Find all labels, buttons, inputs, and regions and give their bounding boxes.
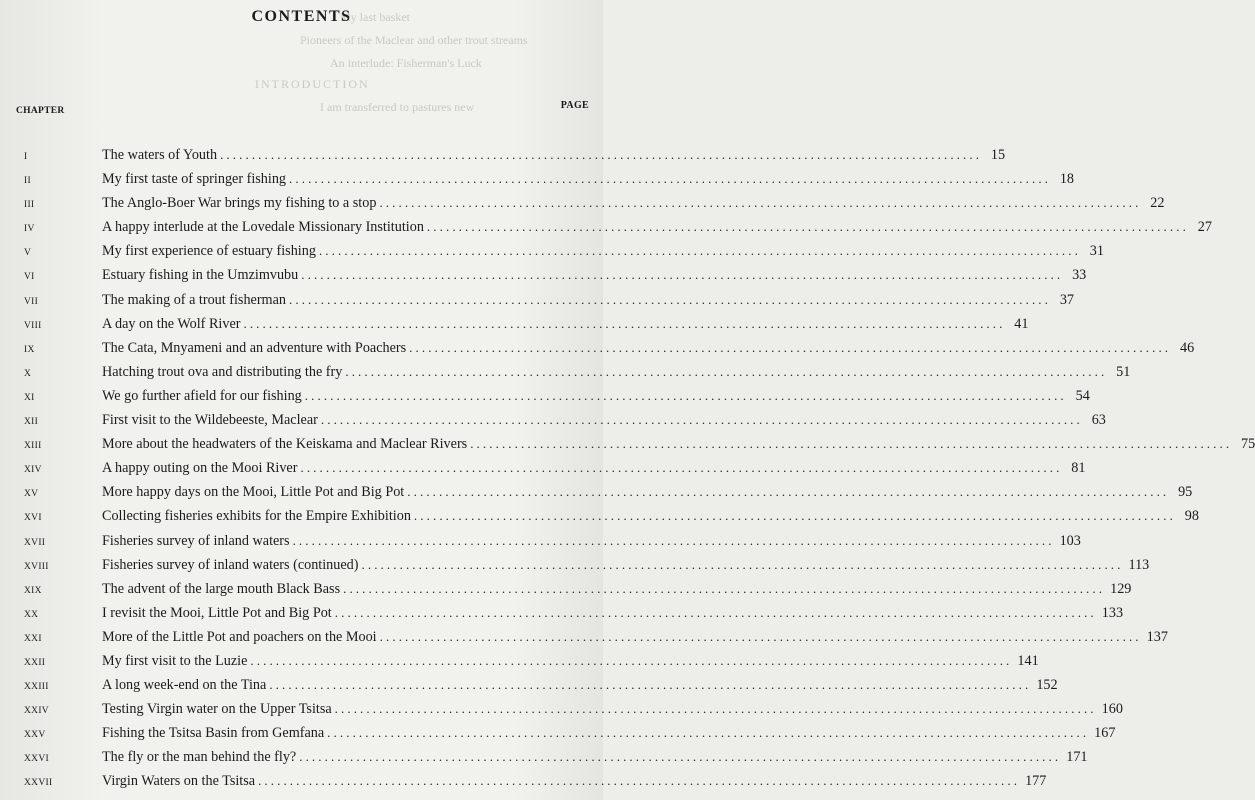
dot-leader: ........................................................................................................................ <box>258 773 1021 789</box>
chapter-title: The waters of Youth <box>102 147 218 163</box>
page-number: 54 <box>1075 387 1090 404</box>
toc-entry <box>0 315 1029 340</box>
chapter-title: Testing Virgin water on the Upper Tsitsa <box>102 701 332 718</box>
chapter-number: XVIII <box>24 561 49 572</box>
chapter-number: XXIII <box>24 682 49 693</box>
toc-line <box>102 436 1255 453</box>
dot-leader: ........................................................................................................................ <box>250 652 1013 668</box>
chapter-number: XI <box>24 392 35 403</box>
page-number: 51 <box>1116 363 1131 380</box>
chapter-number: XIII <box>24 441 42 452</box>
toc-entry <box>0 412 1106 436</box>
chapter-number: XXI <box>24 633 42 644</box>
toc-entry <box>0 532 1081 557</box>
page-column-header: PAGE <box>560 100 589 111</box>
page-number: 46 <box>1179 339 1195 356</box>
chapter-title: We go further afield for our fishing <box>102 387 302 404</box>
chapter-title: A day on the Wolf River <box>102 315 241 332</box>
dot-leader: ........................................................................................................................ <box>379 628 1142 644</box>
toc-entry <box>0 171 1075 195</box>
bleed-through-text: INTRODUCTION <box>255 77 370 91</box>
chapter-title: More about the headwaters of the Keiskama and Maclear Rivers <box>102 436 468 453</box>
dot-leader: ........................................................................................................................ <box>318 243 1081 259</box>
page-number: 160 <box>1101 701 1123 718</box>
page-number: 41 <box>1014 315 1029 332</box>
toc-line <box>102 387 1090 405</box>
dot-leader: ........................................................................................................................ <box>470 436 1233 452</box>
toc-line <box>102 243 1104 260</box>
chapter-number: XXII <box>24 657 46 668</box>
page-number: 171 <box>1066 749 1088 766</box>
page-title: CONTENTS <box>251 8 352 25</box>
toc-entry <box>0 508 1199 532</box>
chapter-number: XX <box>24 609 39 620</box>
chapter-number: XVI <box>24 513 42 524</box>
chapter-number: III <box>24 200 35 211</box>
bleed-through-text: I am transferred to pastures new <box>320 100 475 114</box>
chapter-title: A long week-end on the Tina <box>102 677 267 694</box>
chapter-number: VII <box>24 296 39 307</box>
page-number: 31 <box>1089 243 1104 260</box>
page-number: 63 <box>1091 412 1106 429</box>
toc-entry <box>0 701 1123 725</box>
toc-entry <box>0 339 1195 364</box>
toc-entry <box>0 580 1132 605</box>
page-number: 33 <box>1072 267 1087 284</box>
dot-leader: ........................................................................................................................ <box>220 147 983 162</box>
chapter-number: XXV <box>24 730 46 741</box>
toc-line <box>102 580 1132 598</box>
chapter-number: XIX <box>24 585 42 596</box>
chapter-number: II <box>24 176 31 187</box>
chapter-title: More happy days on the Mooi, Little Pot and Big Pot <box>102 484 405 501</box>
dot-leader: ........................................................................................................................ <box>345 363 1108 379</box>
toc-line <box>102 267 1087 284</box>
chapter-number: I <box>24 152 28 162</box>
page-number: 137 <box>1146 628 1168 645</box>
chapter-number: IV <box>24 224 35 235</box>
chapter-title: The Anglo-Boer War brings my fishing to a stop <box>102 195 377 212</box>
page-number: 27 <box>1197 219 1212 236</box>
chapter-title: My first taste of springer fishing <box>102 171 287 188</box>
toc-line <box>102 171 1075 188</box>
chapter-title: I revisit the Mooi, Little Pot and Big Pot <box>102 604 332 621</box>
toc-line <box>102 291 1074 309</box>
page-number: 177 <box>1025 773 1047 790</box>
page-number: 103 <box>1059 532 1081 549</box>
chapter-title: First visit to the Wildebeeste, Maclear <box>102 412 318 429</box>
page-number: 98 <box>1184 508 1199 525</box>
toc-entry <box>0 725 1116 749</box>
page-number: 18 <box>1059 171 1075 188</box>
toc-line <box>102 484 1193 501</box>
chapter-number: XIV <box>24 465 42 476</box>
toc-entry <box>0 628 1168 653</box>
toc-line <box>102 773 1047 790</box>
toc-line <box>102 677 1058 694</box>
toc-line <box>102 195 1165 212</box>
toc-line <box>102 532 1081 550</box>
dot-leader: ........................................................................................................................ <box>300 460 1063 476</box>
dot-leader: ........................................................................................................................ <box>243 315 1006 331</box>
chapter-number: VI <box>24 272 35 283</box>
chapter-number: X <box>24 368 32 379</box>
dot-leader: ........................................................................................................................ <box>334 701 1097 717</box>
chapter-title: The advent of the large mouth Black Bass <box>102 580 341 597</box>
chapter-number: XVII <box>24 537 46 548</box>
chapter-title: A happy interlude at the Lovedale Missionary Institution <box>102 219 424 236</box>
toc-entry <box>0 243 1104 267</box>
bleed-through-text: An interlude: Fisherman's Luck <box>330 56 482 70</box>
toc-entry <box>0 773 1047 797</box>
toc-entry <box>0 387 1090 412</box>
dot-leader: ........................................................................................................................ <box>426 219 1189 235</box>
toc-entry <box>0 604 1124 629</box>
chapter-title: My first experience of estuary fishing <box>102 243 316 260</box>
dot-leader: ........................................................................................................................ <box>289 291 1051 307</box>
toc-entry <box>0 267 1087 291</box>
toc-entry <box>0 436 1255 460</box>
dot-leader: ........................................................................................................................ <box>334 604 1097 620</box>
dot-leader: ........................................................................................................................ <box>413 508 1176 524</box>
page-number: 167 <box>1094 725 1116 742</box>
chapter-number: XXVI <box>24 754 49 765</box>
toc-entry <box>0 219 1212 243</box>
dot-leader: ........................................................................................................................ <box>299 749 1062 765</box>
bleed-through-text: My last basket <box>340 10 410 24</box>
chapter-title: More of the Little Pot and poachers on the Mooi <box>102 628 377 645</box>
dot-leader: ........................................................................................................................ <box>343 580 1106 596</box>
page-number: 133 <box>1101 604 1124 621</box>
page-number: 37 <box>1059 291 1074 308</box>
table-of-contents <box>0 147 1255 798</box>
dot-leader: ........................................................................................................................ <box>320 412 1083 428</box>
toc-line <box>102 508 1199 525</box>
page-number: 75 <box>1241 436 1255 453</box>
dot-leader: ........................................................................................................................ <box>304 387 1067 403</box>
chapter-title: Virgin Waters on the Tsitsa <box>102 773 256 790</box>
page-number: 22 <box>1150 195 1165 212</box>
dot-leader: ........................................................................................................................ <box>269 677 1032 693</box>
chapter-column-header: CHAPTER <box>16 106 65 116</box>
page-number: 141 <box>1017 652 1039 669</box>
toc-line <box>102 556 1150 574</box>
chapter-title: The making of a trout fisherman <box>102 291 286 308</box>
dot-leader: ........................................................................................................................ <box>301 267 1064 283</box>
chapter-number: XII <box>24 417 39 428</box>
dot-leader: ........................................................................................................................ <box>289 171 1052 187</box>
dot-leader: ........................................................................................................................ <box>361 556 1124 572</box>
toc-entry <box>0 363 1131 388</box>
page-number: 129 <box>1110 580 1132 597</box>
dot-leader: ........................................................................................................................ <box>407 484 1170 500</box>
toc-entry <box>0 652 1039 677</box>
chapter-number: XXIV <box>24 706 49 717</box>
chapter-number: XXVII <box>24 778 53 789</box>
dot-leader: ........................................................................................................................ <box>292 532 1055 548</box>
toc-line <box>102 652 1039 670</box>
toc-entry <box>0 460 1086 484</box>
toc-line <box>102 725 1116 742</box>
chapter-title: The fly or the man behind the fly? <box>102 749 297 766</box>
chapter-title: Hatching trout ova and distributing the fry <box>102 363 343 380</box>
toc-line <box>102 339 1195 357</box>
chapter-number: XV <box>24 489 39 500</box>
chapter-number: VIII <box>24 320 42 331</box>
page-number: 15 <box>990 147 1006 163</box>
toc-line <box>102 628 1168 646</box>
toc-entry <box>0 749 1088 773</box>
page-number: 95 <box>1178 484 1193 501</box>
chapter-title: Fisheries survey of inland waters <box>102 532 290 549</box>
toc-entry <box>0 484 1193 508</box>
dot-leader: ........................................................................................................................ <box>327 725 1090 741</box>
dot-leader: ........................................................................................................................ <box>409 339 1172 355</box>
toc-line <box>102 147 1006 164</box>
chapter-number: V <box>24 248 32 259</box>
toc-line <box>102 219 1212 236</box>
toc-line <box>102 701 1123 718</box>
page-number: 113 <box>1128 556 1150 573</box>
toc-line <box>102 460 1086 477</box>
chapter-title: Fisheries survey of inland waters (continued) <box>102 556 359 573</box>
page-number: 152 <box>1036 677 1058 694</box>
page-number: 81 <box>1071 460 1086 477</box>
toc-entry <box>0 147 1006 171</box>
toc-line <box>102 604 1124 622</box>
dot-leader: ........................................................................................................................ <box>379 195 1142 211</box>
toc-entry <box>0 556 1150 581</box>
chapter-title: Estuary fishing in the Umzimvubu <box>102 267 299 284</box>
toc-line <box>102 315 1029 333</box>
toc-entry <box>0 677 1058 701</box>
chapter-title: Fishing the Tsitsa Basin from Gemfana <box>102 725 325 742</box>
toc-entry <box>0 291 1074 316</box>
toc-entry <box>0 195 1165 219</box>
bleed-through-text: Pioneers of the Maclear and other trout streams <box>300 33 528 47</box>
toc-line <box>102 412 1106 429</box>
chapter-title: My first visit to the Luzie <box>102 652 248 669</box>
toc-line <box>102 749 1088 766</box>
chapter-title: A happy outing on the Mooi River <box>102 460 298 477</box>
chapter-title: Collecting fisheries exhibits for the Empire Exhibition <box>102 508 411 525</box>
chapter-title: The Cata, Mnyameni and an adventure with Poachers <box>102 339 407 356</box>
toc-line <box>102 363 1131 381</box>
chapter-number: IX <box>24 344 35 355</box>
